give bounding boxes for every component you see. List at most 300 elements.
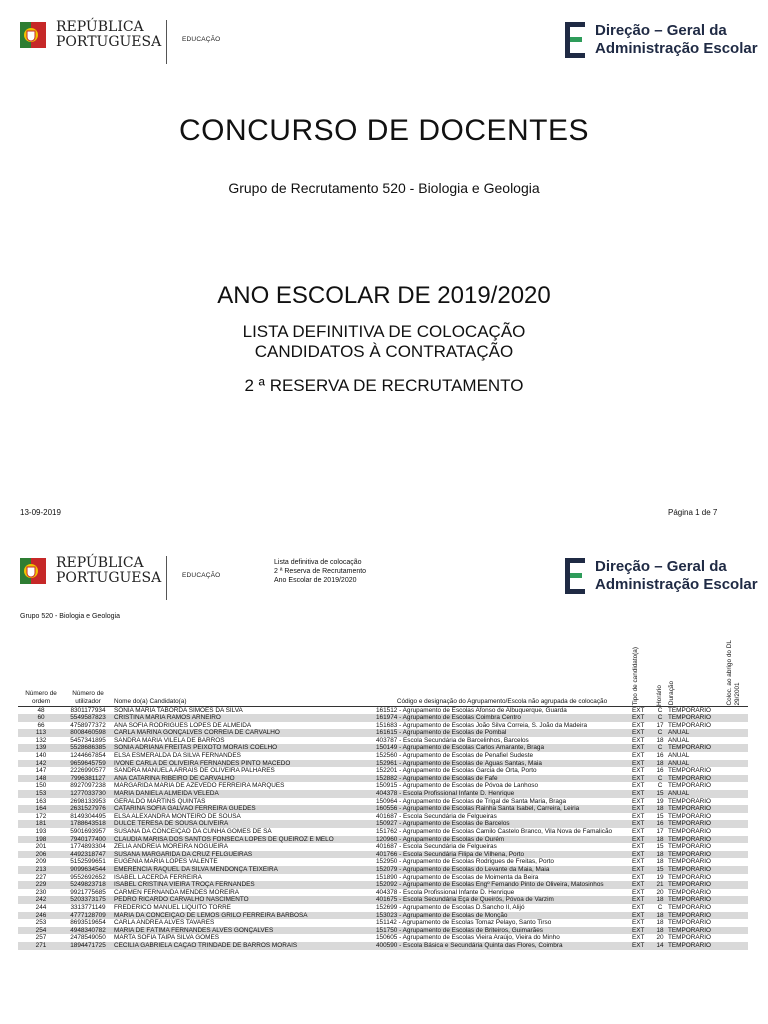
cell-utilizador: 9099634544: [64, 866, 112, 874]
cell-utilizador: 5457341895: [70, 736, 106, 744]
cell-utilizador: 8693519654: [70, 919, 106, 927]
dgae-line2: Administração Escolar: [595, 40, 758, 57]
cell-ordem: 213: [18, 866, 64, 874]
cell-codigo: 152950 - Agrupamento de Escolas Rodrigues de Freitas, Porto: [376, 858, 554, 866]
header-coloc: [724, 628, 748, 706]
cell-coloc: [724, 767, 748, 775]
cell-nome: MARTA SOFIA TAIPA SILVA GOMES: [114, 934, 219, 942]
cell-tipo: EXT: [632, 828, 645, 835]
cell-nome: SUSANA DA CONCEIÇÃO DA CUNHA GOMES DE SÁ: [114, 828, 272, 835]
page2-sub1: Lista definitiva de colocação: [274, 559, 362, 566]
dgae-line1: Direção – Geral da: [595, 558, 727, 575]
table-row: [18, 798, 748, 806]
header-divider: [166, 20, 167, 64]
table-row: [18, 760, 748, 768]
cell-horario: C: [657, 706, 663, 714]
cell-duracao: TEMPORÁRIO: [668, 797, 711, 805]
cell-duracao: TEMPORÁRIO: [666, 896, 724, 904]
cell-horario: C: [654, 775, 666, 783]
cell-ordem: 206: [18, 851, 64, 859]
cell-ordem: 201: [35, 843, 47, 851]
table-row: [18, 722, 748, 730]
cell-horario: 18: [654, 912, 666, 920]
cell-nome: ELSA ALEXANDRA MONTEIRO DE SOUSA: [114, 812, 241, 820]
cell-codigo: 152201 - Agrupamento de Escolas Garcia de Orta, Porto: [376, 767, 537, 775]
cell-coloc: [724, 881, 748, 889]
cell-duracao: TEMPORÁRIO: [666, 866, 724, 874]
cell-nome: MARIA DA CONCEIÇÃO DE LEMOS GRILO FERREIRA BARBOSA: [112, 912, 374, 920]
cell-utilizador: 9552692652: [70, 873, 106, 881]
table-row: [18, 874, 748, 882]
cell-tipo: EXT: [632, 721, 645, 729]
cell-coloc: [724, 919, 748, 927]
cell-duracao: ANUAL: [666, 760, 724, 768]
cell-duracao: TEMPORÁRIO: [666, 744, 724, 752]
cell-nome: ZÉLIA ANDREIA MOREIRA NOGUEIRA: [114, 843, 228, 851]
table-row: [18, 889, 748, 897]
cell-duracao: TEMPORÁRIO: [668, 873, 711, 881]
educacao-label: EDUCAÇÃO: [182, 572, 221, 579]
cell-horario: 18: [654, 851, 666, 859]
cell-codigo: 401766 - Escola Secundária Filipa de Vilhena, Porto: [374, 851, 630, 859]
cell-codigo: 151683 - Agrupamento de Escolas João Silva Correia, S. João da Madeira: [376, 721, 588, 729]
page2-sub2: 2 ª Reserva de Recrutamento: [274, 568, 367, 575]
cell-ordem: 230: [35, 888, 47, 896]
cell-ordem: 163: [35, 797, 47, 805]
cell-horario: 16: [654, 820, 666, 828]
cell-horario: 20: [656, 934, 664, 942]
cell-ordem: 164: [18, 805, 64, 813]
cell-utilizador: 2226990577: [70, 767, 106, 775]
cell-ordem: 172: [35, 812, 47, 820]
cell-ordem: 139: [18, 744, 64, 752]
cell-duracao: TEMPORÁRIO: [666, 836, 724, 844]
cell-codigo: 161974 - Agrupamento de Escolas Coimbra Centro: [374, 714, 630, 722]
cell-horario: 15: [656, 812, 664, 820]
cell-codigo: 404378 - Escola Profissional Infante D. Henrique: [374, 790, 630, 798]
cell-tipo: EXT: [630, 790, 654, 798]
placement-table: [18, 628, 748, 950]
cell-tipo: EXT: [632, 873, 645, 881]
cell-tipo: EXT: [632, 843, 645, 851]
cell-duracao: TEMPORÁRIO: [668, 721, 711, 729]
cell-horario: 15: [654, 866, 666, 874]
cell-nome: ANA CATARINA RIBEIRO DE CARVALHO: [112, 775, 374, 783]
table-body: [18, 706, 748, 950]
cell-codigo: 151142 - Agrupamento de Escolas Tomaz Pelayo, Santo Tirso: [376, 919, 552, 927]
cell-codigo: 161512 - Agrupamento de Escolas Afonso de Albuquerque, Guarda: [376, 706, 567, 714]
cell-coloc: [724, 828, 748, 836]
cell-utilizador: 5203373175: [64, 896, 112, 904]
cell-tipo: EXT: [630, 820, 654, 828]
cell-coloc: [724, 737, 748, 745]
cell-duracao: TEMPORÁRIO: [668, 888, 711, 896]
cell-coloc: [724, 927, 748, 935]
page-number: Página 1 de 7: [668, 508, 718, 517]
header-utilizador: Número de utilizador: [64, 628, 112, 706]
cell-tipo: EXT: [630, 805, 654, 813]
cell-ordem: 246: [18, 912, 64, 920]
cell-tipo: EXT: [632, 888, 645, 896]
cell-codigo: 152882 - Agrupamento de Escolas de Fafe: [374, 775, 630, 783]
cell-ordem: 257: [35, 934, 47, 942]
cell-codigo: 403787 - Escola Secundária de Barcelinhos, Barcelos: [376, 736, 529, 744]
cell-coloc: [724, 836, 748, 844]
cell-nome: EUGÉNIA MARIA LOPES VALENTE: [114, 858, 218, 866]
table-row: [18, 752, 748, 760]
cell-coloc: [724, 729, 748, 737]
cell-horario: 18: [656, 736, 664, 744]
cell-duracao: TEMPORÁRIO: [666, 820, 724, 828]
header-tipo: [630, 628, 654, 706]
cell-duracao: TEMPORÁRIO: [666, 881, 724, 889]
cell-horario: 15: [654, 790, 666, 798]
cell-ordem: 254: [18, 927, 64, 935]
cell-ordem: 48: [37, 706, 45, 714]
reserve-title: 2 ª RESERVA DE RECRUTAMENTO: [244, 376, 524, 395]
cell-codigo: 150915 - Agrupamento de Escolas de Póvoa de Lanhoso: [376, 782, 539, 790]
cell-horario: 18: [654, 805, 666, 813]
table-row: [18, 934, 748, 942]
dgae-mark-icon: [565, 22, 587, 58]
cell-horario: 18: [654, 760, 666, 768]
cell-tipo: EXT: [630, 729, 654, 737]
cell-coloc: [724, 798, 748, 806]
cell-codigo: 152699 - Agrupamento de Escolas D.Sancho II, Alijó: [376, 903, 525, 911]
header-ordem: Número de ordem: [18, 628, 64, 706]
cell-codigo: 150605 - Agrupamento de Escolas Vieira Araújo, Vieira do Minho: [376, 934, 560, 942]
cell-tipo: EXT: [632, 752, 645, 760]
cell-coloc: [724, 813, 748, 821]
cell-duracao: TEMPORÁRIO: [668, 706, 711, 714]
cell-coloc: [724, 934, 748, 942]
table-row: [18, 836, 748, 844]
table-row: [18, 904, 748, 912]
cell-codigo: 150927 - Agrupamento de Escolas de Barcelos: [374, 820, 630, 828]
cell-horario: 21: [654, 881, 666, 889]
cell-ordem: 66: [37, 721, 45, 729]
cell-duracao: ANUAL: [668, 752, 690, 760]
cell-nome: CATARINA SOFIA GALVÃO FERREIRA GUEDES: [112, 805, 374, 813]
cell-ordem: 227: [35, 873, 47, 881]
table-row: [18, 828, 748, 836]
cell-tipo: EXT: [632, 812, 645, 820]
cell-ordem: 142: [18, 760, 64, 768]
dgae-logo-2: [565, 558, 758, 594]
cell-tipo: EXT: [630, 881, 654, 889]
header-divider: [166, 556, 167, 600]
cell-tipo: EXT: [632, 782, 645, 790]
cell-coloc: [724, 752, 748, 760]
cell-horario: 18: [654, 896, 666, 904]
cell-nome: CARLA ANDREA ALVES TAVARES: [114, 919, 215, 927]
cell-horario: 16: [656, 752, 664, 760]
table-row: [18, 843, 748, 851]
cell-nome: CARMEN FERNANDA MENDES MOREIRA: [114, 888, 239, 896]
cell-nome: CRISTINA MARIA RAMOS ARNEIRO: [112, 714, 374, 722]
table-row: [18, 805, 748, 813]
cell-codigo: 404378 - Escola Profissional Infante D. Henrique: [376, 888, 515, 896]
group-subtitle: Grupo de Recrutamento 520 - Biologia e Geologia: [228, 180, 540, 196]
cell-tipo: EXT: [632, 797, 645, 805]
cell-horario: 15: [656, 843, 664, 851]
cell-ordem: 153: [18, 790, 64, 798]
cell-nome: GERALDO MARTINS QUINTAS: [114, 797, 206, 805]
cell-utilizador: 2478549050: [70, 934, 106, 942]
cell-utilizador: 8927097238: [70, 782, 106, 790]
cell-nome: PEDRO RICARDO CARVALHO NASCIMENTO: [112, 896, 374, 904]
cell-ordem: 271: [18, 942, 64, 950]
cell-utilizador: 5901693957: [70, 828, 106, 835]
cell-utilizador: 9921775685: [70, 888, 106, 896]
cell-tipo: EXT: [632, 736, 645, 744]
cell-utilizador: 4492318747: [64, 851, 112, 859]
republica-line2: PORTUGUESA: [56, 570, 162, 586]
header-coloc-text: Coloc. ao abrigo do DL 29/2001: [726, 640, 741, 706]
cell-utilizador: 4777128709: [64, 912, 112, 920]
cell-codigo: 400590 - Escola Básica e Secundária Quinta das Flores, Coimbra: [374, 942, 630, 950]
header-horario: [654, 628, 666, 706]
cell-coloc: [724, 843, 748, 851]
republica-line2: PORTUGUESA: [56, 34, 162, 50]
cell-coloc: [724, 858, 748, 866]
cell-codigo: 401687 - Escola Secundária de Felgueiras: [376, 843, 497, 851]
cell-tipo: EXT: [630, 927, 654, 935]
cell-tipo: EXT: [632, 934, 645, 942]
cell-coloc: [724, 851, 748, 859]
cell-ordem: 193: [35, 828, 47, 835]
republica-logo: [20, 20, 161, 50]
cell-coloc: [724, 790, 748, 798]
list-title-line1: LISTA DEFINITIVA DE COLOCAÇÃO: [242, 322, 526, 341]
cell-nome: MARIA DANIELA ALMEIDA VELEDA: [112, 790, 374, 798]
cell-tipo: EXT: [630, 836, 654, 844]
cell-tipo: EXT: [632, 858, 645, 866]
table-row: [18, 775, 748, 783]
cell-utilizador: 5249823718: [64, 881, 112, 889]
table-row: [18, 706, 748, 714]
cell-duracao: TEMPORÁRIO: [668, 858, 711, 866]
table-row: [18, 942, 748, 950]
cell-horario: 17: [656, 721, 664, 729]
cell-utilizador: 2698133953: [70, 797, 106, 805]
cell-duracao: TEMPORÁRIO: [666, 805, 724, 813]
page1-header: [0, 20, 768, 64]
cell-duracao: TEMPORÁRIO: [668, 843, 711, 851]
cell-utilizador: 7996381127: [64, 775, 112, 783]
cell-utilizador: 3313771149: [70, 903, 106, 911]
cell-duracao: TEMPORÁRIO: [666, 912, 724, 920]
cell-codigo: 152560 - Agrupamento de Escolas de Penafiel Sudeste: [376, 752, 534, 760]
cell-utilizador: 1788643518: [64, 820, 112, 828]
cell-coloc: [724, 775, 748, 783]
cell-horario: 18: [654, 927, 666, 935]
header-duracao-text: Duração: [668, 681, 675, 706]
table-row: [18, 927, 748, 935]
cell-nome: FREDERICO MANUEL LIQUITO TORRE: [114, 903, 231, 911]
cell-coloc: [724, 782, 748, 790]
header-tipo-text: Tipo de candidato(a): [632, 647, 639, 706]
list-title: [0, 322, 768, 362]
table-row: [18, 858, 748, 866]
coat-of-arms-icon: [20, 20, 46, 50]
cell-horario: 19: [656, 873, 664, 881]
cell-codigo: 151890 - Agrupamento de Escolas de Moimenta da Beira: [376, 873, 539, 881]
cell-codigo: 152961 - Agrupamento de Escolas de Águas Santas, Maia: [374, 760, 630, 768]
cell-horario: 18: [656, 919, 664, 927]
cell-nome: SANDRA MARIA VILELA DE BARROS: [114, 736, 225, 744]
cell-ordem: 140: [35, 752, 47, 760]
cell-nome: EMERÊNCIA RAQUEL DA SILVA MENDONÇA TEIXEIRA: [112, 866, 374, 874]
cell-nome: CLÁUDIA MARISA DOS SANTOS FONSECA LOPES DE QUEIROZ E MELO: [112, 836, 374, 844]
cell-coloc: [724, 904, 748, 912]
cell-duracao: TEMPORÁRIO: [666, 851, 724, 859]
cell-tipo: EXT: [632, 706, 645, 714]
cell-codigo: 152079 - Agrupamento de Escolas do Levante da Maia, Maia: [374, 866, 630, 874]
cell-duracao: TEMPORÁRIO: [668, 828, 711, 835]
cell-codigo: 150149 - Agrupamento de Escolas Carlos Amarante, Braga: [374, 744, 630, 752]
cell-ordem: 113: [18, 729, 64, 737]
cell-utilizador: 4948340782: [64, 927, 112, 935]
cell-codigo: 161615 - Agrupamento de Escolas de Pombal: [374, 729, 630, 737]
cell-nome: SANDRA MANUELA ARRAIS DE OLIVEIRA PALHARES: [114, 767, 275, 775]
page2-header: [0, 556, 768, 600]
cell-nome: SUSANA MARGARIDA DA CRUZ FELGUEIRAS: [112, 851, 374, 859]
cell-utilizador: 4758977372: [70, 721, 106, 729]
cell-ordem: 132: [35, 736, 47, 744]
dgae-line1: Direção – Geral da: [595, 22, 727, 39]
header-horario-text: Horário: [656, 684, 663, 706]
cell-nome: CARLA MARINA GONÇALVES CORREIA DE CARVALHO: [112, 729, 374, 737]
cell-coloc: [724, 820, 748, 828]
cell-duracao: TEMPORÁRIO: [668, 767, 711, 775]
cell-tipo: EXT: [630, 760, 654, 768]
header-codigo: Código e designação do Agrupamento/Escola não agrupada de colocação: [374, 628, 630, 706]
table-row: [18, 896, 748, 904]
cell-duracao: TEMPORÁRIO: [668, 782, 711, 790]
cell-tipo: EXT: [630, 942, 654, 950]
table-row: [18, 866, 748, 874]
cell-utilizador: 1774893304: [70, 843, 106, 851]
republica-line1: REPÚBLICA: [56, 555, 144, 571]
table-row: [18, 729, 748, 737]
dgae-mark-icon: [565, 558, 587, 594]
page2-list-info: [274, 558, 366, 585]
cell-codigo: 152092 - Agrupamento de Escolas Engº Fernando Pinto de Oliveira, Matosinhos: [374, 881, 630, 889]
cell-nome: ISABEL LACERDA FERREIRA: [114, 873, 202, 881]
cell-tipo: EXT: [630, 744, 654, 752]
cell-horario: 18: [654, 836, 666, 844]
cell-tipo: EXT: [630, 851, 654, 859]
cell-tipo: EXT: [632, 919, 645, 927]
coat-of-arms-icon: [20, 556, 46, 586]
cell-duracao: TEMPORÁRIO: [668, 812, 711, 820]
table-row: [18, 767, 748, 775]
cell-coloc: [724, 942, 748, 950]
table-row: [18, 851, 748, 859]
cell-ordem: 147: [35, 767, 47, 775]
cell-nome: ANA SOFIA RODRIGUES LOPES DE ALMEIDA: [114, 721, 252, 729]
cell-coloc: [724, 744, 748, 752]
cell-utilizador: 1894471725: [64, 942, 112, 950]
header-duracao: [666, 628, 724, 706]
cell-utilizador: 5528686385: [64, 744, 112, 752]
cell-coloc: [724, 896, 748, 904]
cell-coloc: [724, 706, 748, 714]
table-row: [18, 912, 748, 920]
table-row: [18, 714, 748, 722]
cell-codigo: 151750 - Agrupamento de Escolas de Briteiros, Guimarães: [374, 927, 630, 935]
cell-horario: C: [654, 714, 666, 722]
cell-utilizador: 5152599651: [70, 858, 106, 866]
cell-horario: 17: [656, 828, 664, 835]
cell-horario: 16: [656, 767, 664, 775]
cell-utilizador: 5549587823: [64, 714, 112, 722]
republica-line1: REPÚBLICA: [56, 19, 144, 35]
table-row: [18, 737, 748, 745]
cell-coloc: [724, 912, 748, 920]
cell-duracao: TEMPORÁRIO: [666, 714, 724, 722]
cell-nome: DULCE TERESA DE SOUSA OLIVEIRA: [112, 820, 374, 828]
cell-coloc: [724, 714, 748, 722]
cell-codigo: 151762 - Agrupamento de Escolas Camilo Castelo Branco, Vila Nova de Famalicão: [376, 828, 613, 835]
cell-coloc: [724, 722, 748, 730]
cell-duracao: ANUAL: [666, 729, 724, 737]
table-row: [18, 881, 748, 889]
cell-coloc: [724, 889, 748, 897]
list-title-line2: CANDIDATOS À CONTRATAÇÃO: [254, 342, 514, 361]
cell-ordem: 209: [35, 858, 47, 866]
cell-horario: 18: [656, 858, 664, 866]
table-row: [18, 790, 748, 798]
table-row: [18, 820, 748, 828]
cell-utilizador: 2631527976: [64, 805, 112, 813]
cell-horario: 20: [656, 888, 664, 896]
cell-duracao: TEMPORÁRIO: [668, 919, 711, 927]
cell-horario: 19: [656, 797, 664, 805]
cell-horario: 14: [654, 942, 666, 950]
cell-tipo: EXT: [630, 866, 654, 874]
cell-nome: SÓNIA ADRIANA FREITAS PEIXOTO MORAIS COELHO: [112, 744, 374, 752]
table-row: [18, 782, 748, 790]
cell-tipo: EXT: [630, 714, 654, 722]
cell-nome: SÓNIA MARIA TABORDA SIMÕES DA SILVA: [114, 706, 243, 714]
republica-logo-2: [20, 556, 161, 586]
cell-horario: C: [654, 744, 666, 752]
cell-horario: C: [657, 903, 663, 911]
cell-utilizador: 9659645759: [64, 760, 112, 768]
cell-nome: IVONE CARLA DE OLIVEIRA FERNANDES PINTO MACEDO: [112, 760, 374, 768]
cell-duracao: TEMPORÁRIO: [666, 942, 724, 950]
header-nome: Nome do(a) Candidato(a): [112, 628, 374, 706]
document-date: 13-09-2019: [20, 508, 61, 517]
educacao-label: EDUCAÇÃO: [182, 36, 221, 43]
cell-ordem: 148: [18, 775, 64, 783]
cell-nome: ISABEL CRISTINA VIEIRA TROÇA FERNANDES: [112, 881, 374, 889]
table-row: [18, 744, 748, 752]
cell-utilizador: 7940177400: [64, 836, 112, 844]
concurso-title: CONCURSO DE DOCENTES: [178, 114, 590, 147]
cell-ordem: 60: [18, 714, 64, 722]
table-header-row: [18, 628, 748, 706]
cell-codigo: 150964 - Agrupamento de Escolas de Trigal de Santa Maria, Braga: [376, 797, 567, 805]
cell-ordem: 244: [35, 903, 47, 911]
cell-tipo: EXT: [630, 896, 654, 904]
cell-tipo: EXT: [632, 767, 645, 775]
cell-tipo: EXT: [632, 903, 645, 911]
school-year-title: ANO ESCOLAR DE 2019/2020: [217, 282, 551, 309]
cell-ordem: 253: [35, 919, 47, 927]
